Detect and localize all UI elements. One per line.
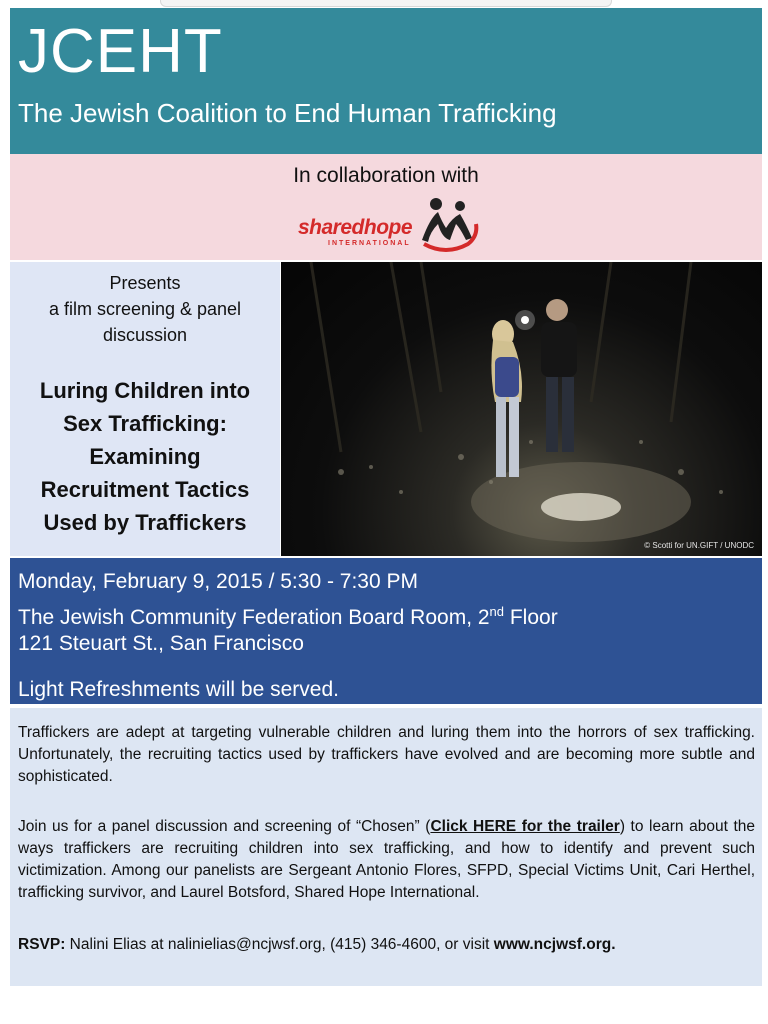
event-title-line: Recruitment Tactics: [40, 477, 250, 502]
photo-credit: © Scotti for UN.GIFT / UNODC: [644, 541, 754, 550]
org-acronym: JCEHT: [18, 17, 223, 86]
presents-panel: [10, 262, 280, 556]
event-title-line: Examining: [89, 444, 201, 469]
rsvp-website[interactable]: www.ncjwsf.org.: [493, 936, 616, 953]
logo-wordmark: sharedhope: [298, 216, 413, 239]
man-figure: [541, 299, 577, 452]
presents-line: Presents: [109, 273, 181, 293]
venue-text: The Jewish Community Federation Board Room, 2: [18, 606, 490, 629]
collaboration-text: In collaboration with: [293, 164, 479, 187]
film-still-photo: [281, 262, 762, 556]
venue-floor: Floor: [504, 606, 558, 629]
top-strip: [160, 0, 612, 7]
event-datetime: Monday, February 9, 2015 / 5:30 - 7:30 PM: [18, 570, 418, 593]
description-paragraph-1: Traffickers are adept at targeting vulnerable children and luring them into the horrors of sex trafficking. Unfortunately, the recruiting tactics used by traffickers have evolved and are becoming more subtle and sophisticated.: [18, 724, 755, 785]
presents-line: a film screening & panel: [48, 299, 242, 319]
rsvp-contact: Nalini Elias at nalinielias@ncjwsf.org, (415) 346-4600, or visit: [65, 936, 494, 953]
paragraph-text: Join us for a panel discussion and screening of “Chosen” (: [18, 818, 431, 835]
venue-superscript: nd: [489, 604, 505, 619]
event-venue: [18, 598, 558, 632]
refreshments-note: Light Refreshments will be served.: [18, 678, 339, 701]
logo-figures-icon: [416, 194, 488, 258]
logo-subtitle: INTERNATIONAL: [328, 240, 411, 247]
night-forest-scene: [281, 262, 762, 556]
event-address: 121 Steuart St., San Francisco: [18, 632, 304, 655]
event-title-line: Luring Children into: [39, 378, 251, 403]
rsvp-label: RSVP:: [18, 936, 66, 953]
presents-line: discussion: [102, 325, 188, 345]
collaboration-banner: [10, 154, 762, 260]
event-title-line: Used by Traffickers: [43, 510, 247, 535]
trailer-link[interactable]: Click HERE for the trailer: [430, 818, 620, 835]
shared-hope-logo: [298, 194, 488, 258]
org-full-name: The Jewish Coalition to End Human Trafficking: [18, 98, 557, 128]
event-title: [10, 374, 280, 539]
header-banner: [10, 8, 762, 154]
description-paragraph-2: [18, 816, 755, 904]
description-section: [10, 708, 762, 986]
event-details-banner: [10, 558, 762, 704]
presents-text: [10, 270, 280, 348]
event-title-line: Sex Trafficking:: [63, 411, 227, 436]
girl-figure: [491, 320, 522, 477]
rsvp-line: [18, 934, 755, 956]
paragraph-text: ) to learn about the ways traffickers are recruiting children into sex trafficking, and how to identify and prevent such victimization. Among our panelists are Sergeant Antonio Flores, SFPD, Special Victims Unit, Cari Herthel, trafficking survivor, and Laurel Botsford, Shared Hope International.: [18, 818, 756, 901]
